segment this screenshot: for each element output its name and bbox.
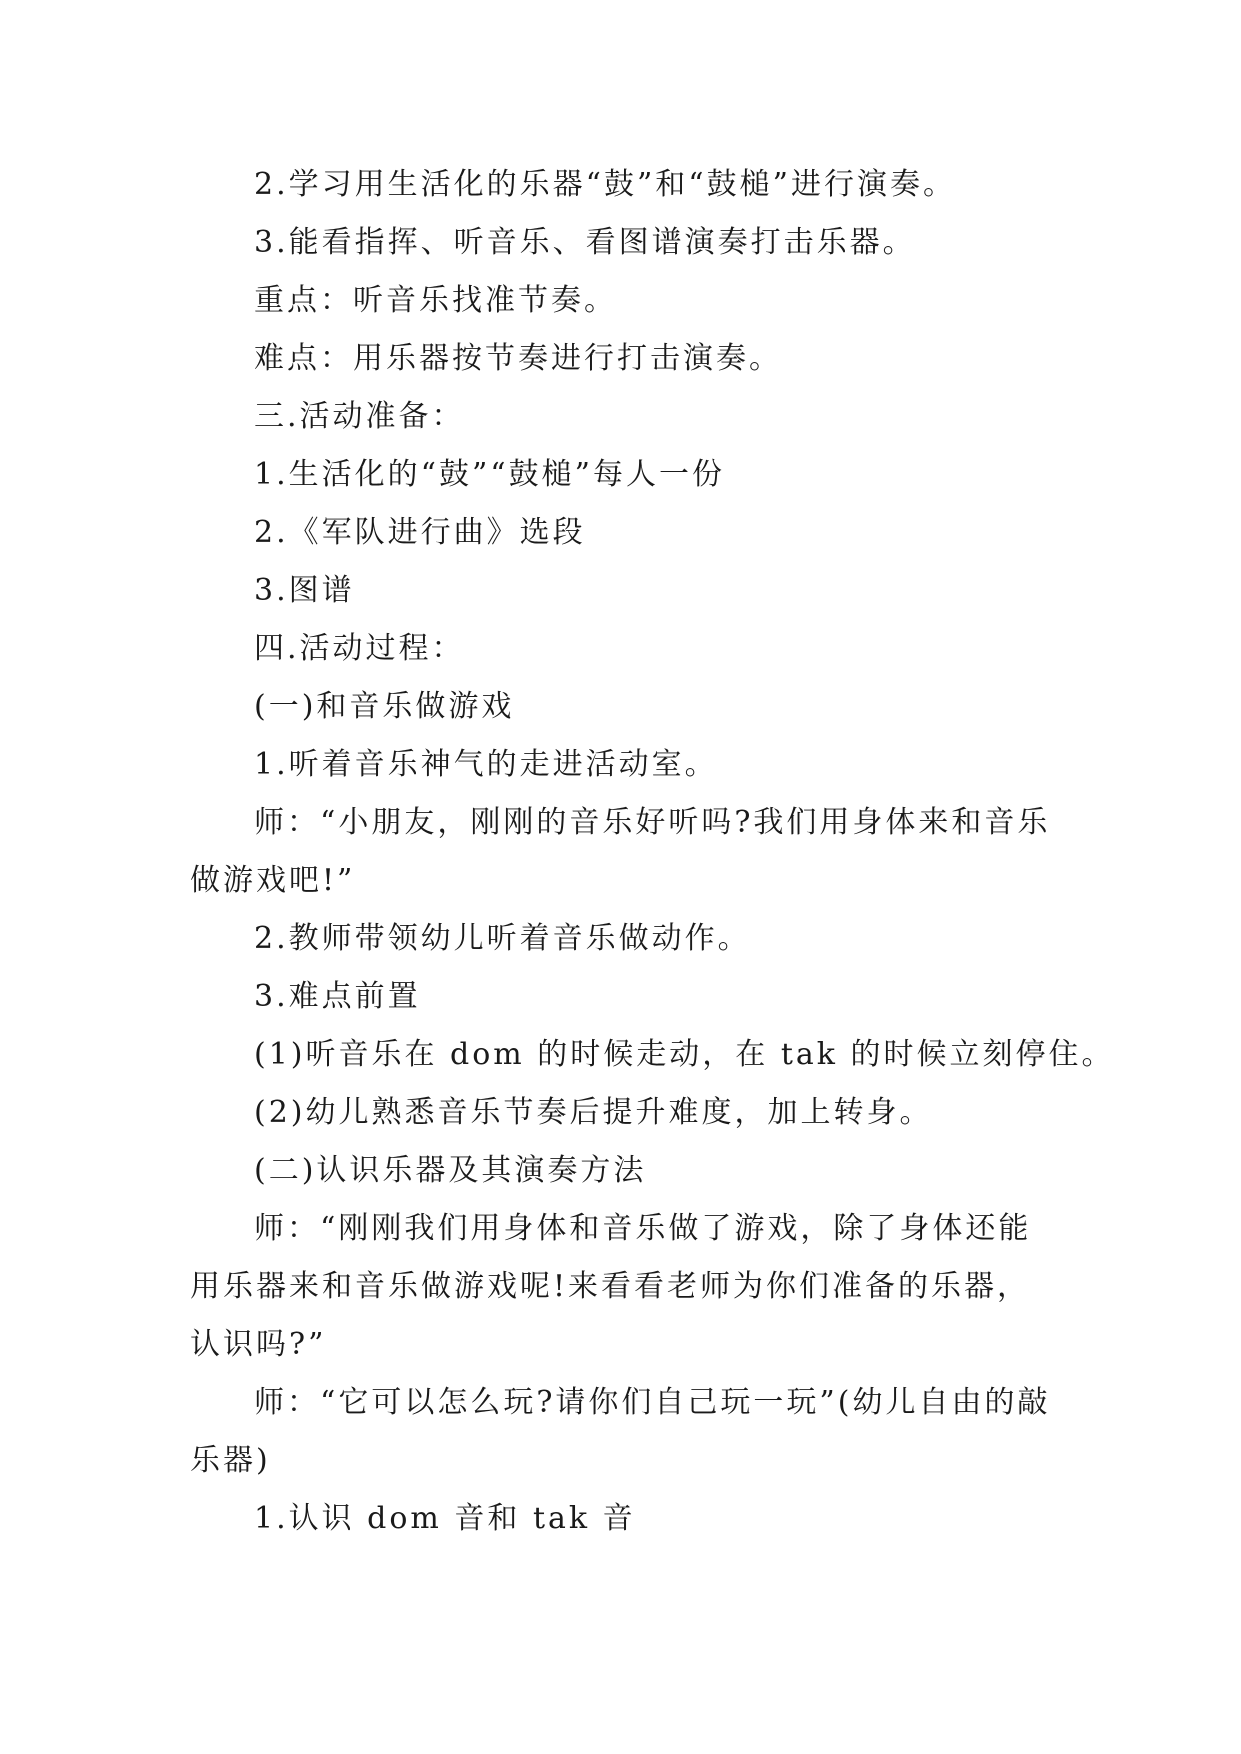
paragraph-step-2: 2.教师带领幼儿听着音乐做动作。 (254, 921, 751, 956)
paragraph-teacher-quote-3: 师：“它可以怎么玩?请你们自己玩一玩”(幼儿自由的敲乐器) (190, 1385, 1051, 1478)
paragraph-teacher-quote-2: 师：“刚刚我们用身体和音乐做了游戏，除了身体还能用乐器来和音乐做游戏呢!来看看老师为你们准备的乐器，认识吗?” (190, 1211, 1032, 1362)
paragraph-goal-2: 2.学习用生活化的乐器“鼓”和“鼓槌”进行演奏。 (254, 167, 956, 202)
paragraph-step-1: 1.听着音乐神气的走进活动室。 (254, 747, 718, 782)
paragraph-goal-3: 3.能看指挥、听音乐、看图谱演奏打击乐器。 (254, 225, 916, 260)
section-heading-preparation: 三.活动准备： (254, 399, 465, 434)
subsection-heading-instruments: (二)认识乐器及其演奏方法 (254, 1153, 647, 1188)
paragraph-teacher-quote-1: 师：“小朋友，刚刚的音乐好听吗?我们用身体来和音乐做游戏吧!” (190, 805, 1051, 898)
paragraph-prep-2: 2.《军队进行曲》选段 (254, 515, 586, 550)
paragraph-step-3: 3.难点前置 (254, 979, 421, 1014)
paragraph-substep-2: (2)幼儿熟悉音乐节奏后提升难度，加上转身。 (254, 1095, 933, 1130)
paragraph-prep-3: 3.图谱 (254, 573, 355, 608)
paragraph-substep-1: (1)听音乐在 dom 的时候走动，在 tak 的时候立刻停住。 (254, 1037, 1115, 1072)
section-heading-process: 四.活动过程： (254, 631, 465, 666)
paragraph-dom-tak: 1.认识 dom 音和 tak 音 (254, 1501, 636, 1536)
paragraph-prep-1: 1.生活化的“鼓”“鼓槌”每人一份 (254, 457, 725, 492)
subsection-heading-music-game: (一)和音乐做游戏 (254, 689, 515, 724)
paragraph-key-point: 重点：听音乐找准节奏。 (254, 283, 617, 318)
paragraph-difficulty: 难点：用乐器按节奏进行打击演奏。 (254, 341, 782, 376)
document-body (190, 156, 1115, 1548)
